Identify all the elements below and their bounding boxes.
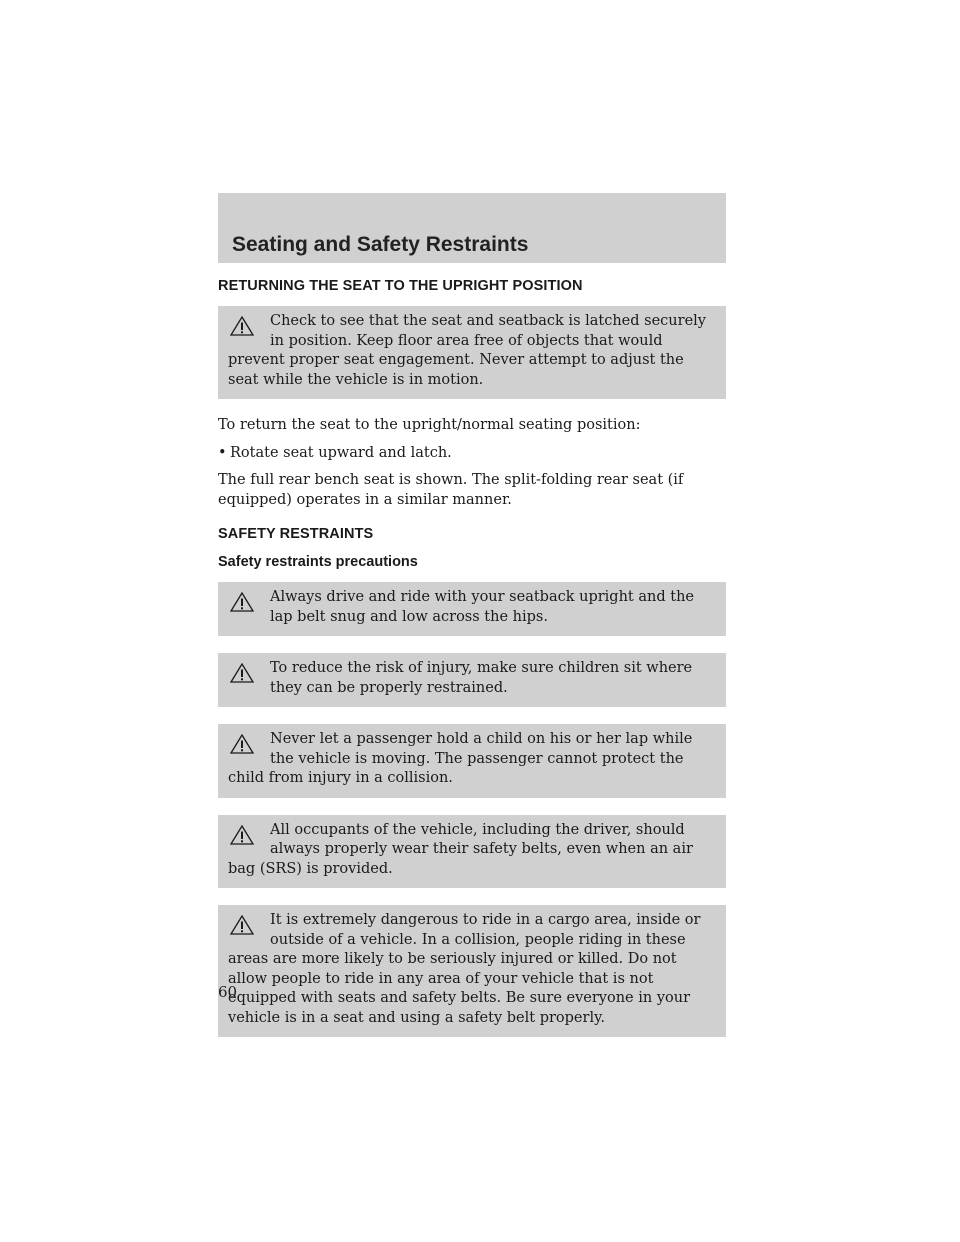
warning-triangle-icon xyxy=(230,663,254,683)
body-text: The full rear bench seat is shown. The split-folding rear seat (if equipped) operates in a similar manner. xyxy=(218,472,684,508)
warning-text: All occupants of the vehicle, including the driver, should always properly wear their safety belts, even when an air bag (SRS) is provided. xyxy=(228,821,693,877)
warning-box xyxy=(218,582,726,636)
warning-text: Never let a passenger hold a child on his or her lap while the vehicle is moving. The passenger cannot protect the child from injury in a collision. xyxy=(228,731,693,786)
bullet-symbol: • xyxy=(218,444,227,461)
warning-text: It is extremely dangerous to ride in a cargo area, inside or outside of a vehicle. In a collision, people riding in these areas are more likely to be seriously injured or killed. Do not allow people to ride in any area of your vehicle that is not equipped with seats and safety belts. Be sure everyone in your vehicle is in a seat and using a safety belt properly. xyxy=(228,912,701,1026)
warning-triangle-icon xyxy=(230,592,254,612)
warning-box xyxy=(218,905,726,1037)
warning-triangle-icon xyxy=(230,915,254,935)
page-content xyxy=(218,278,726,1054)
body-text: To return the seat to the upright/normal seating position: xyxy=(218,417,641,433)
warning-text: To reduce the risk of injury, make sure children sit where they can be properly restrained. xyxy=(270,660,693,696)
header-band xyxy=(218,193,726,263)
warning-triangle-icon xyxy=(230,734,254,754)
page-number: 60 xyxy=(218,983,238,1001)
bullet-text: Rotate seat upward and latch. xyxy=(230,444,452,461)
warning-triangle-icon xyxy=(230,825,254,845)
warning-box xyxy=(218,815,726,889)
bullet-item xyxy=(218,444,726,464)
page-title: Seating and Safety Restraints xyxy=(232,233,529,256)
warning-text: Check to see that the seat and seatback is latched securely in position. Keep floor area free of objects that would prevent proper seat engagement. Never attempt to adjust the seat while the vehicle is in motion. xyxy=(228,313,706,388)
warning-box xyxy=(218,653,726,707)
section-heading-upright: RETURNING THE SEAT TO THE UPRIGHT POSITION xyxy=(218,278,583,294)
warning-box xyxy=(218,724,726,798)
warning-text: Always drive and ride with your seatback upright and the lap belt snug and low across the hips. xyxy=(270,589,694,625)
warning-box xyxy=(218,306,726,399)
section-heading-safety: SAFETY RESTRAINTS xyxy=(218,526,374,542)
warning-triangle-icon xyxy=(230,316,254,336)
subsection-heading: Safety restraints precautions xyxy=(218,554,418,570)
